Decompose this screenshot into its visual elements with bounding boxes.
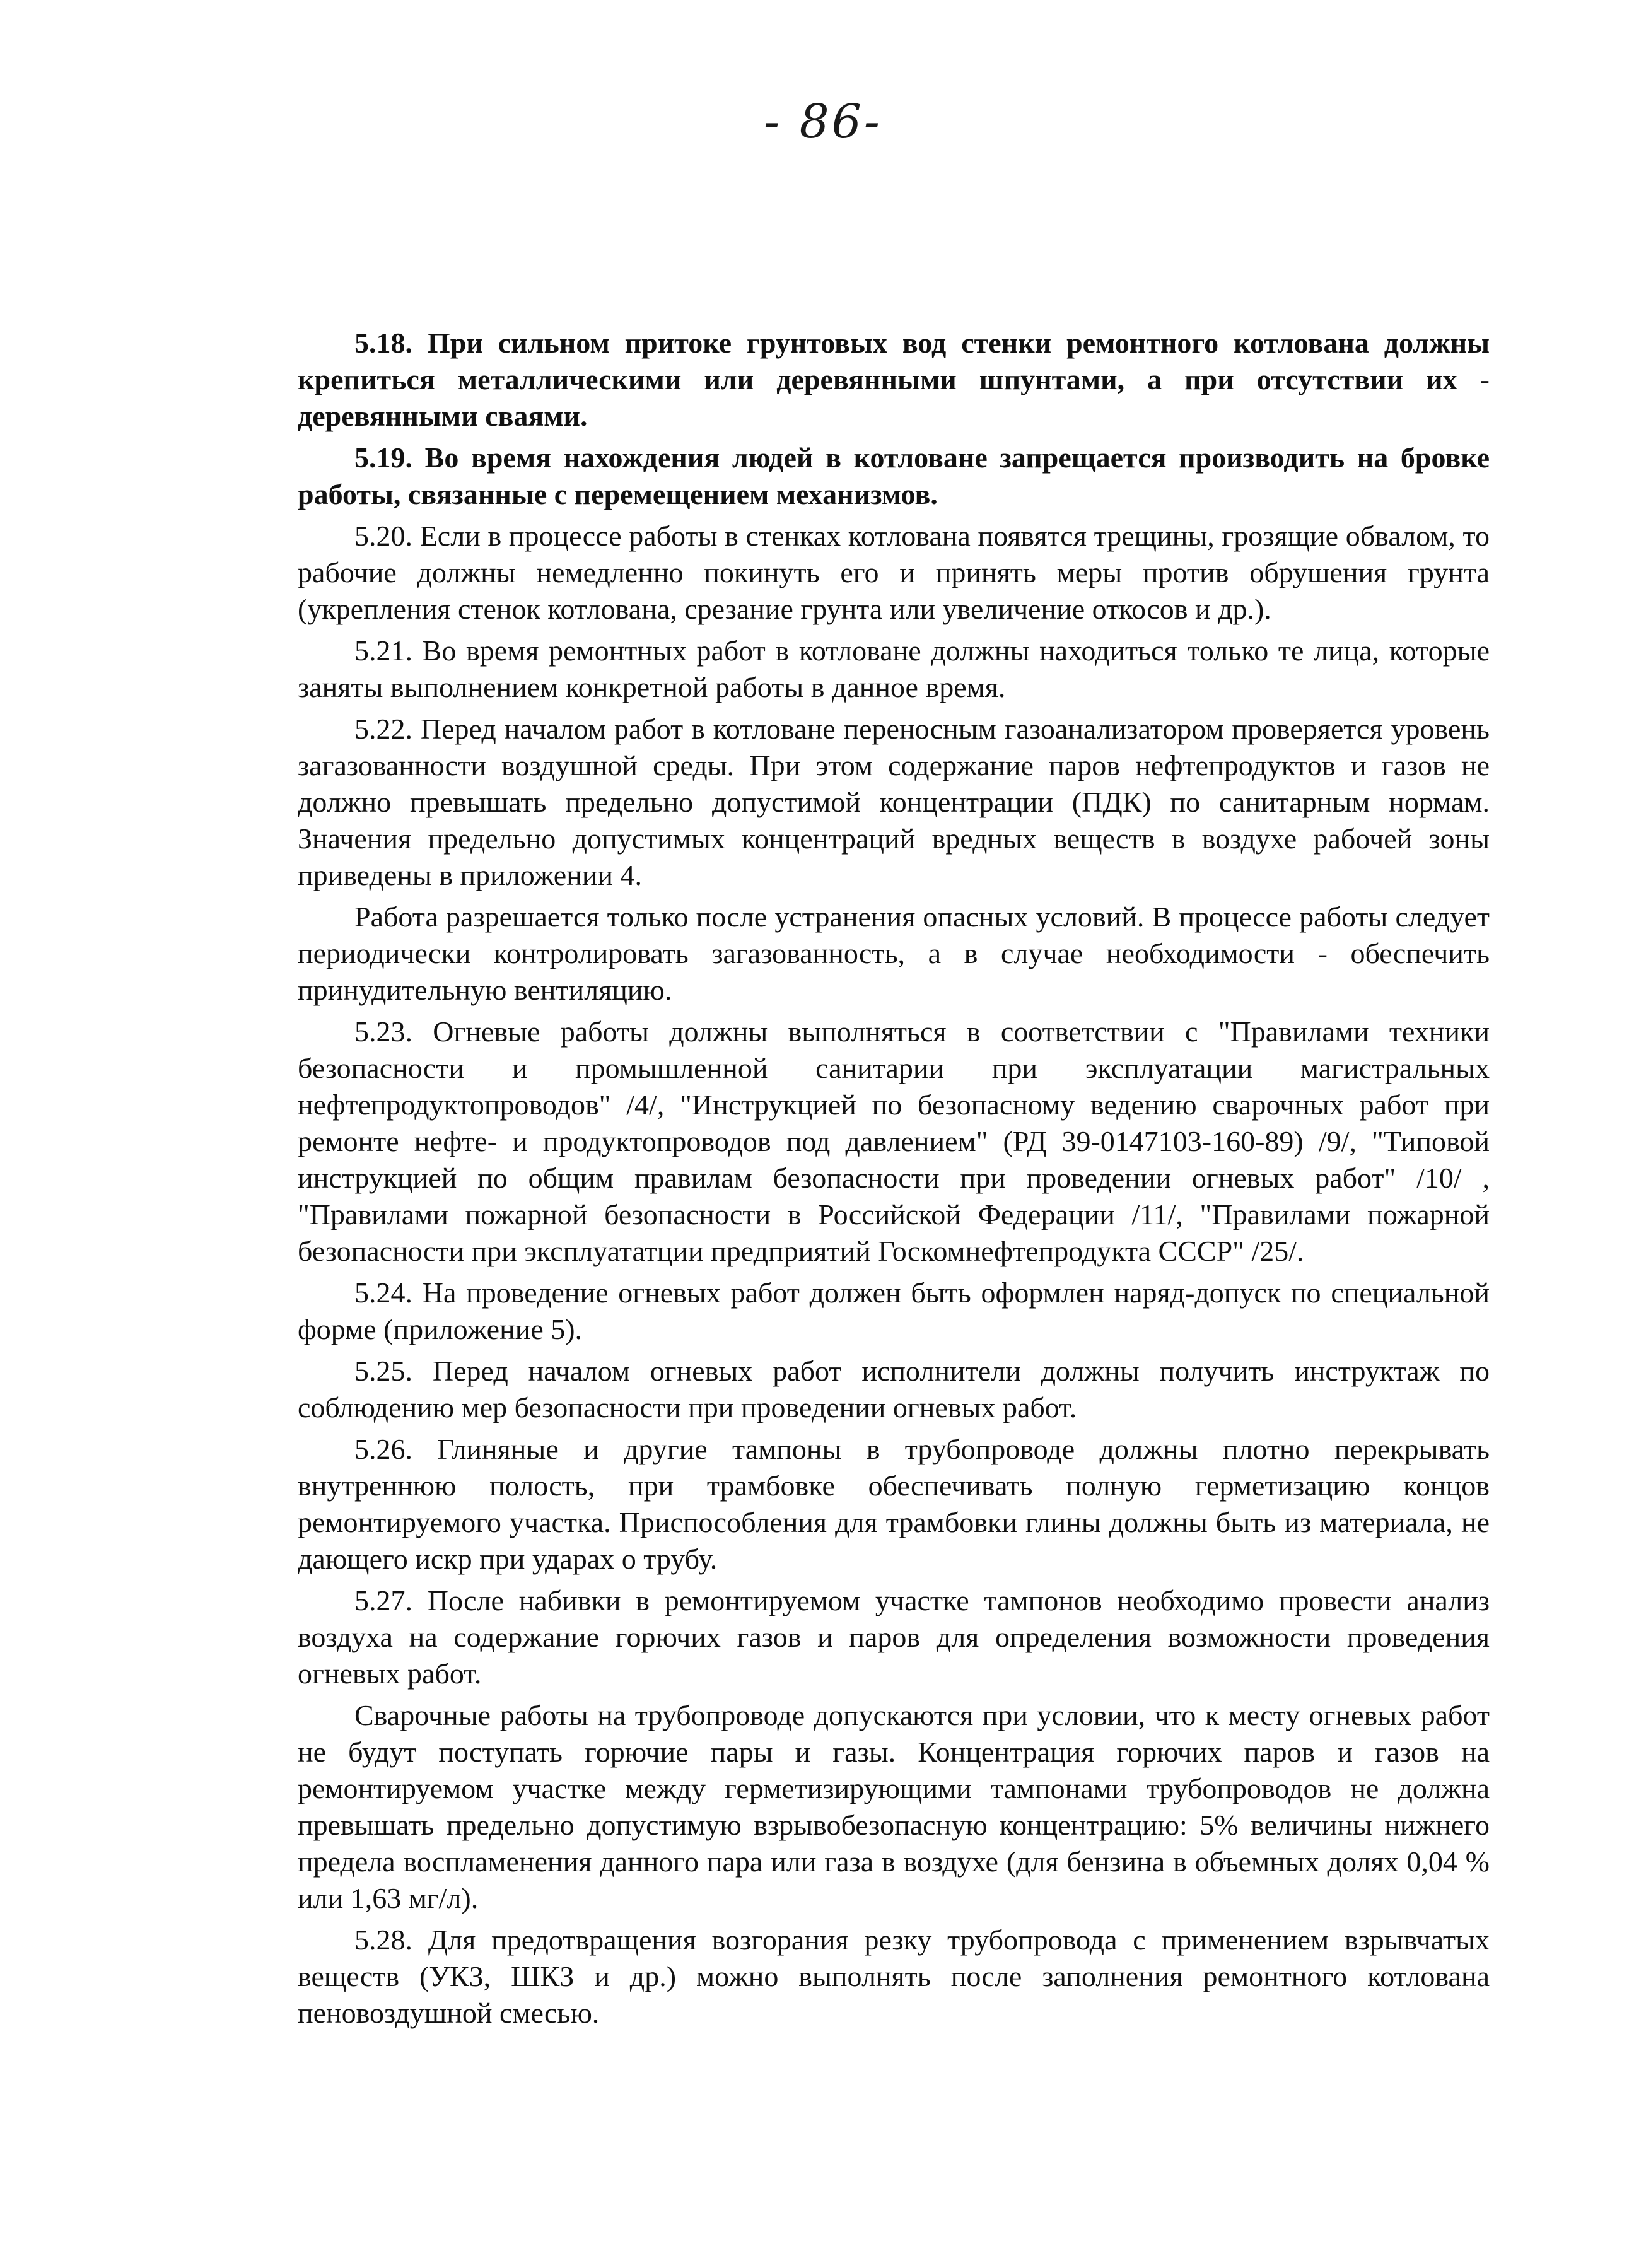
paragraph-5-24: 5.24. На проведение огневых работ должен быть оформлен наряд-допуск по специальной форме (приложение 5). bbox=[298, 1277, 1490, 1345]
document-body bbox=[298, 325, 1490, 2031]
paragraph-5-18: 5.18. При сильном притоке грунтовых вод стенки ремонтного котлована должны крепиться металлическими или деревянными шпунтами, а при отсутствии их - деревянными сваями. bbox=[298, 327, 1490, 432]
paragraph-5-27-continuation: Сварочные работы на трубопроводе допускаются при условии, что к месту огневых работ не будут поступать горючие пары и газы. Концентрация горючих паров и газов на ремонтируемом участке между герметизирующими тампонами трубопроводов не должна превышать предельно допустимую взрывобезопасную концентрацию: 5% величины нижнего предела воспламенения данного пара или газа в воздухе (для бензина в объемных долях 0,04 % или 1,63 мг/л). bbox=[298, 1699, 1490, 1914]
paragraph-5-27: 5.27. После набивки в ремонтируемом участке тампонов необходимо провести анализ воздуха на содержание горючих газов и паров для определения возможности проведения огневых работ. bbox=[298, 1584, 1490, 1690]
paragraph-5-21: 5.21. Во время ремонтных работ в котловане должны находиться только те лица, которые заняты выполнением конкретной работы в данное время. bbox=[298, 634, 1490, 703]
paragraph-5-28: 5.28. Для предотвращения возгорания резку трубопровода с применением взрывчатых веществ (УКЗ, ШКЗ и др.) можно выполнять после заполнения ремонтного котлована пеновоздушной смесью. bbox=[298, 1924, 1490, 2029]
paragraph-5-20: 5.20. Если в процессе работы в стенках котлована появятся трещины, грозящие обвалом, то рабочие должны немедленно покинуть его и принять меры против обрушения грунта (укрепления стенок котлована, срезание грунта или увеличение откосов и др.). bbox=[298, 520, 1490, 625]
paragraph-5-19: 5.19. Во время нахождения людей в котловане запрещается производить на бровке работы, связанные с перемещением механизмов. bbox=[298, 441, 1490, 510]
page-number: - 86- bbox=[764, 95, 882, 149]
paragraph-5-26: 5.26. Глиняные и другие тампоны в трубопроводе должны плотно перекрывать внутреннюю полость, при трамбовке обеспечивать полную герметизацию концов ремонтируемого участка. Приспособления для трамбовки глины должны быть из материала, не дающего искр при ударах о трубу. bbox=[298, 1433, 1490, 1575]
paragraph-5-22-continuation: Работа разрешается только после устранения опасных условий. В процессе работы следует периодически контролировать загазованность, а в случае необходимости - обеспечить принудительную вентиляцию. bbox=[298, 901, 1490, 1006]
paragraph-5-23: 5.23. Огневые работы должны выполняться в соответствии с "Правилами техники безопасности и промышленной санитарии при эксплуатации магистральных нефтепродуктопроводов" /4/, "Инструкцией по безопасному ведению сварочных работ при ремонте нефте- и продуктопроводов под давлением" (РД 39-0147103-160-89) /9/, "Типовой инструкцией по общим правилам безопасности при проведении огневых работ" /10/ , "Правилами пожарной безопасности в Российской Федерации /11/, "Правилами пожарной безопасности при эксплуататции предприятий Госкомнефтепродукта СССР" /25/. bbox=[298, 1015, 1490, 1267]
paragraph-5-25: 5.25. Перед началом огневых работ исполнители должны получить инструктаж по соблюдению мер безопасности при проведении огневых работ. bbox=[298, 1355, 1490, 1423]
paragraph-5-22: 5.22. Перед началом работ в котловане переносным газоанализатором проверяется уровень загазованности воздушной среды. При этом содержание паров нефтепродуктов и газов не должно превышать предельно допустимой концентрации (ПДК) по санитарным нормам. Значения предельно допустимых концентраций вредных веществ в воздухе рабочей зоны приведены в приложении 4. bbox=[298, 713, 1490, 891]
